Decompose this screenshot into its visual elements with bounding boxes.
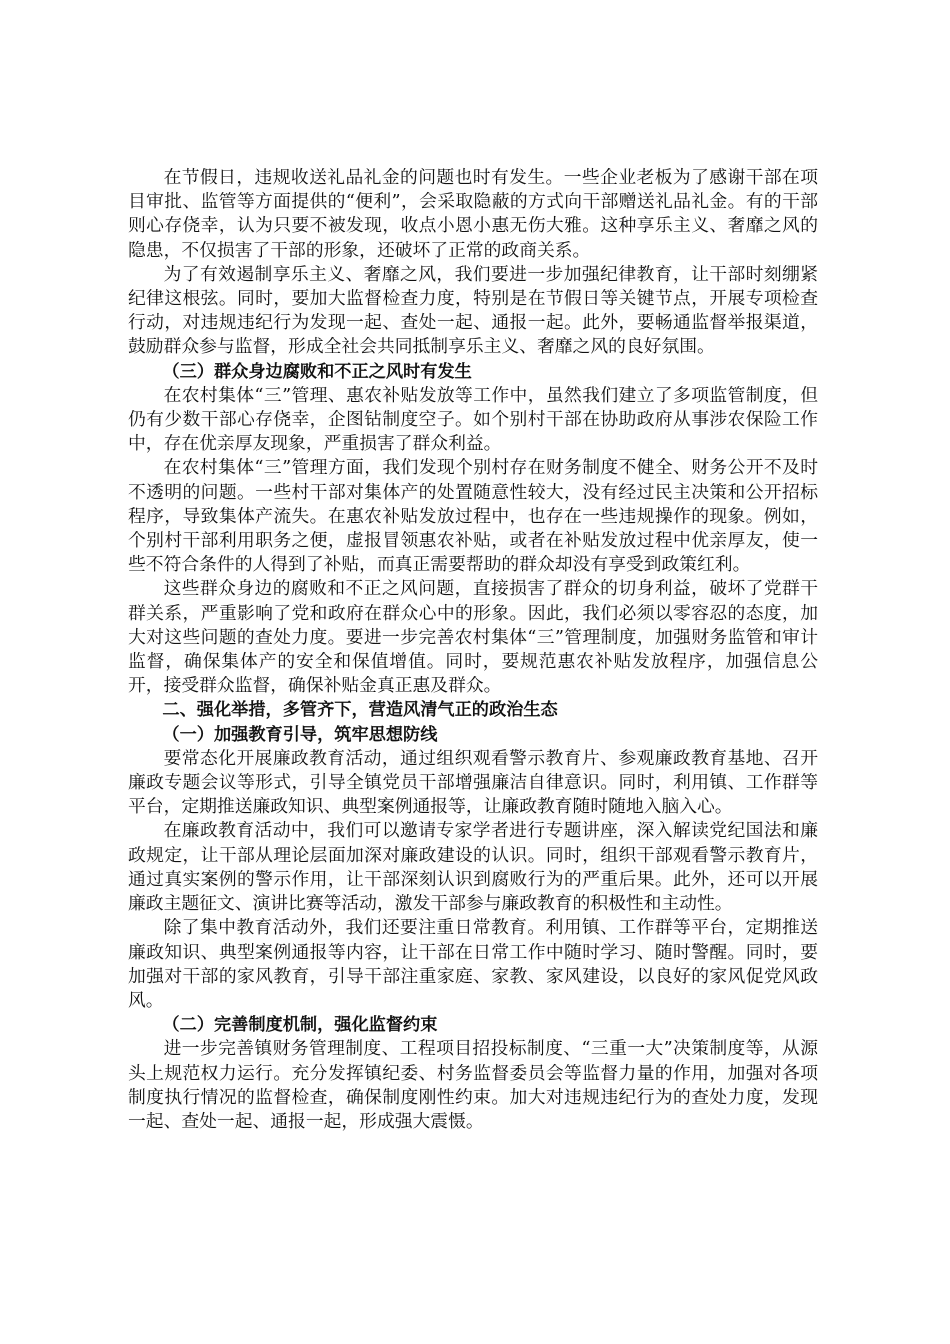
document-body bbox=[128, 166, 818, 1134]
paragraph: 在农村集体“三”管理方面，我们发现个别村存在财务制度不健全、财务公开不及时不透明的问题。一些村干部对集体产的处置随意性较大，没有经过民主决策和公开招标程序，导致集体产流失。在惠农补贴发放过程中，也存在一些违规操作的现象。例如，个别村干部利用职务之便，虚报冒领惠农补贴，或者在补贴发放过程中优亲厚友，使一些不符合条件的人得到了补贴，而真正需要帮助的群众却没有享受到政策红利。 bbox=[128, 457, 818, 576]
paragraph: 这些群众身边的腐败和不正之风问题，直接损害了群众的切身利益，破坏了党群干群关系，严重影响了党和政府在群众心中的形象。因此，我们必须以零容忍的态度，加大对这些问题的查处力度。要进一步完善农村集体“三”管理制度，加强财务监管和审计监督，确保集体产的安全和保值增值。同时，要规范惠农补贴发放程序，加强信息公开，接受群众监督，确保补贴金真正惠及群众。 bbox=[128, 578, 818, 697]
paragraph: 在农村集体“三”管理、惠农补贴发放等工作中，虽然我们建立了多项监管制度，但仍有少数干部心存侥幸，企图钻制度空子。如个别村干部在协助政府从事涉农保险工作中，存在优亲厚友现象，严重损害了群众利益。 bbox=[128, 384, 818, 455]
paragraph: 在节假日，违规收送礼品礼金的问题也时有发生。一些企业老板为了感谢干部在项目审批、监管等方面提供的“便利”，会采取隐蔽的方式向干部赠送礼品礼金。有的干部则心存侥幸，认为只要不被发现，收点小恩小惠无伤大雅。这种享乐主义、奢靡之风的隐患，不仅损害了干部的形象，还破坏了正常的政商关系。 bbox=[128, 167, 818, 261]
section-heading: （二）完善制度机制，强化监督约束 bbox=[162, 1015, 438, 1036]
chapter-heading: 二、强化举措，多管齐下，营造风清气正的政治生态 bbox=[162, 700, 558, 721]
paragraph: 进一步完善镇财务管理制度、工程项目招投标制度、“三重一大”决策制度等，从源头上规范权力运行。充分发挥镇纪委、村务监督委员会等监督力量的作用，加强对各项制度执行情况的监督检查，确保制度刚性约束。加大对违规违纪行为的查处力度，发现一起、查处一起、通报一起，形成强大震慑。 bbox=[128, 1038, 818, 1132]
paragraph: 除了集中教育活动外，我们还要注重日常教育。利用镇、工作群等平台，定期推送廉政知识、典型案例通报等内容，让干部在日常工作中随时学习、随时警醒。同时，要加强对干部的家风教育，引导干部注重家庭、家教、家风建设，以良好的家风促党风政风。 bbox=[128, 917, 818, 1011]
section-heading: （三）群众身边腐败和不正之风时有发生 bbox=[162, 361, 472, 382]
paragraph: 为了有效遏制享乐主义、奢靡之风，我们要进一步加强纪律教育，让干部时刻绷紧纪律这根弦。同时，要加大监督检查力度，特别是在节假日等关键节点，开展专项检查行动，对违规违纪行为发现一起、查处一起、通报一起。此外，要畅通监督举报渠道，鼓励群众参与监督，形成全社会共同抵制享乐主义、奢靡之风的良好氛围。 bbox=[128, 263, 818, 358]
paragraph: 要常态化开展廉政教育活动，通过组织观看警示教育片、参观廉政教育基地、召开廉政专题会议等形式，引导全镇党员干部增强廉洁自律意识。同时，利用镇、工作群等平台，定期推送廉政知识、典型案例通报等，让廉政教育随时随地入脑入心。 bbox=[128, 747, 818, 818]
paragraph: 在廉政教育活动中，我们可以邀请专家学者进行专题讲座，深入解读党纪国法和廉政规定，让干部从理论层面加深对廉政建设的认识。同时，组织干部观看警示教育片，通过真实案例的警示作用，让干部深刻认识到腐败行为的严重后果。此外，还可以开展廉政主题征文、演讲比赛等活动，激发干部参与廉政教育的积极性和主动性。 bbox=[128, 820, 818, 915]
section-heading: （一）加强教育引导，筑牢思想防线 bbox=[162, 724, 438, 745]
